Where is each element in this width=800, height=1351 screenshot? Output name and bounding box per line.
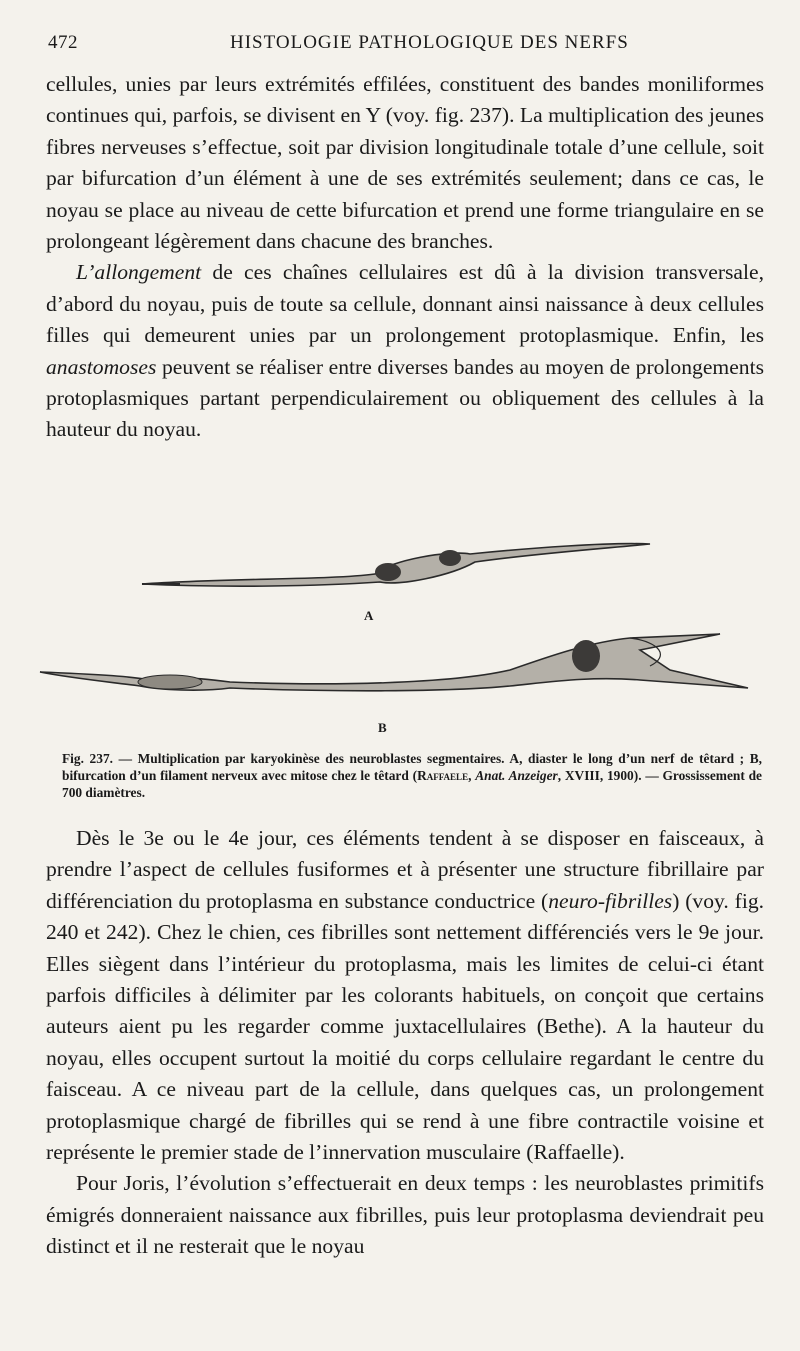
figure-237-drawing xyxy=(30,520,770,740)
cell-a-illustration xyxy=(142,544,650,587)
caption-text-3: , XVIII, 1900). — Grossissement de 700 diamètres. xyxy=(62,768,762,800)
caption-text-1: Fig. 237. — Multiplication par karyokinèse des neuroblastes segmentaires. A, diaster le long d’un nerf de têtard ; B, bifurcation d’un filament nerveux avec mitose chez le têtard ( xyxy=(62,751,762,783)
cell-b-illustration xyxy=(40,634,748,691)
text-block-bottom xyxy=(46,823,764,1263)
paragraph-development xyxy=(46,823,764,1168)
figure-caption xyxy=(62,750,762,801)
caption-author: Raffaele xyxy=(417,768,469,783)
figure-237 xyxy=(30,520,770,740)
running-title: HISTOLOGIE PATHOLOGIQUE DES NERFS xyxy=(230,32,629,53)
caption-journal: Anat. Anzeiger xyxy=(475,768,558,783)
figure-label-a: A xyxy=(364,608,374,623)
paragraph-allongement-text-1: de ces chaînes cellulaires est dû à la division transversale, d’abord du noyau, puis de toute sa cellule, donnant ainsi naissance à deux cellules filles qui demeurent unies par un prolongement protoplasmique. Enfin, les xyxy=(46,260,764,348)
term-neuro-fibrilles: neuro-fibrilles xyxy=(548,888,673,913)
paragraph-joris: Pour Joris, l’évolution s’effectuerait en deux temps : les neuroblastes primitifs émigrés donneraient naissance aux fibrilles, puis leur protoplasma deviendrait peu distinct et il ne resterait que le noyau xyxy=(46,1171,764,1259)
paragraph-allongement-text-2: peuvent se réaliser entre diverses bandes au moyen de prolongements protoplasmiques partant perpendiculairement ou obliquement des cellules à la hauteur du noyau. xyxy=(46,354,764,442)
term-anastomoses: anastomoses xyxy=(46,354,157,379)
page-number: 472 xyxy=(48,32,78,53)
figure-label-b: B xyxy=(378,720,387,735)
paragraph-development-text-1: Dès le 3e ou le 4e jour, ces éléments tendent à se disposer en faisceaux, à prendre l’aspect de cellules fusiformes et à présenter une structure fibrillaire par différenciation du protoplasma en substance conductrice ( xyxy=(46,826,764,913)
caption-text-2: , xyxy=(468,768,476,783)
paragraph-continuation: cellules, unies par leurs extrémités effilées, constituent des bandes moniliformes continues qui, parfois, se divisent en Y (voy. fig. 237). La multiplication des jeunes fibres nerveuses s’effectue, soit par division longitudinale totale d’une cellule, soit par bifurcation d’un élément à une de ses extrémités seulement; dans ce cas, le noyau se place au niveau de cette bifurcation et prend une forme triangulaire en se prolongeant légèrement dans chacune des branches. xyxy=(46,72,764,254)
term-allongement: L’allongement xyxy=(76,260,202,285)
paragraph-development-text-2: ) (voy. fig. 240 et 242). Chez le chien, ces fibrilles sont nettement différenciés vers le 9e jour. Elles siègent dans l’intérieur du protoplasma, mais les limites de celui-ci étant parfois difficiles à délimiter par les colorants habituels, on conçoit que certains auteurs aient pu les regarder comme juxtacellulaires (Bethe). A la hauteur du noyau, elles occupent surtout la moitié du corps cellulaire regardant le centre du faisceau. A ce niveau part de la cellule, dans quelques cas, un prolongement protoplasmique chargé de fibrilles qui se rend à une fibre contractile voisine et représente le premier stade de l’innervation musculaire (Raffaelle). xyxy=(46,888,765,1165)
paragraph-allongement xyxy=(46,257,764,445)
running-head xyxy=(48,32,760,58)
text-block-top xyxy=(46,69,764,446)
